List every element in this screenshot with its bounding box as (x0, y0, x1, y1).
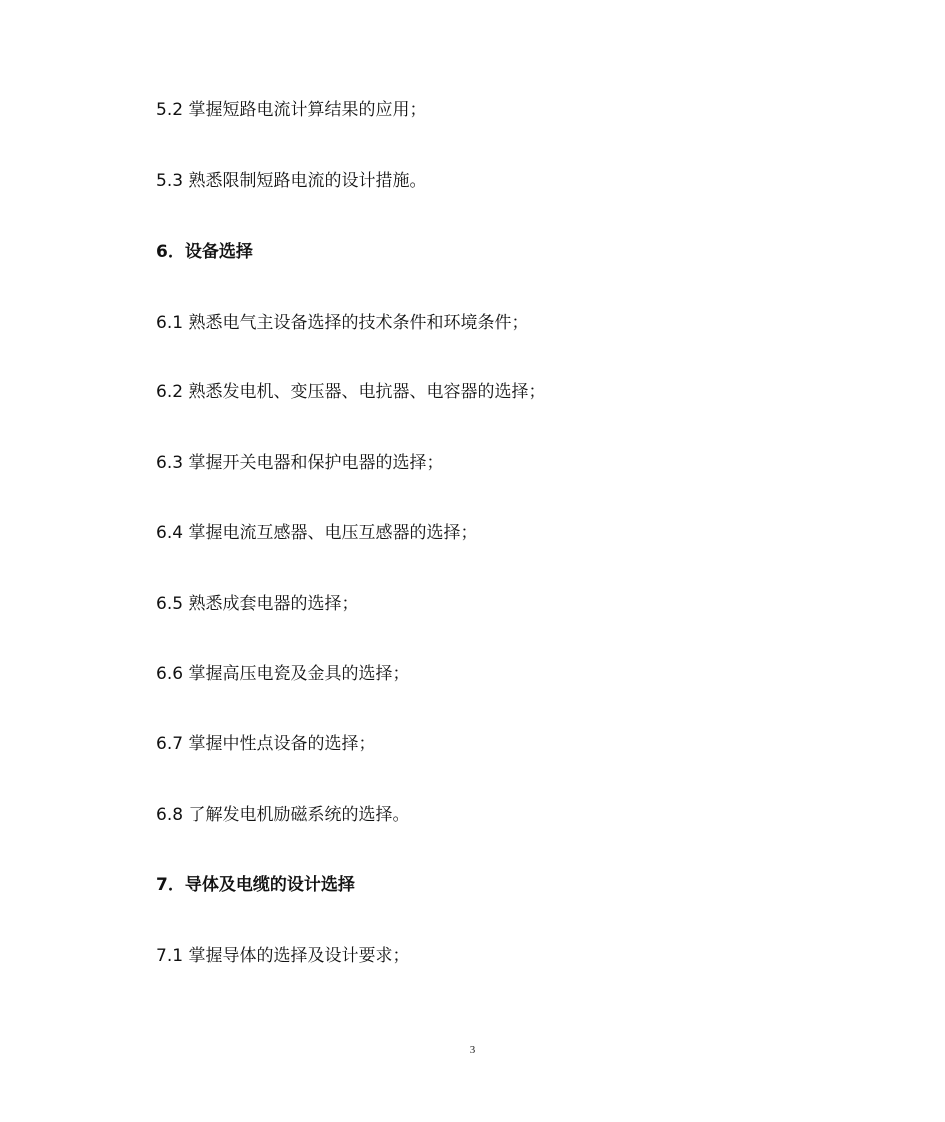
item-6-3: 6.3 掌握开关电器和保护电器的选择； (156, 453, 444, 473)
item-5-2: 5.2 掌握短路电流计算结果的应用； (156, 100, 427, 120)
section-heading-7: 7．导体及电缆的设计选择 (156, 875, 355, 895)
item-5-3: 5.3 熟悉限制短路电流的设计措施。 (156, 171, 427, 191)
section-heading-6: 6．设备选择 (156, 242, 253, 262)
item-6-6: 6.6 掌握高压电瓷及金具的选择； (156, 664, 410, 684)
item-6-8: 6.8 了解发电机励磁系统的选择。 (156, 805, 410, 825)
item-6-1: 6.1 熟悉电气主设备选择的技术条件和环境条件； (156, 313, 529, 333)
item-6-2: 6.2 熟悉发电机、变压器、电抗器、电容器的选择； (156, 382, 546, 402)
page-number: 3 (469, 1044, 476, 1056)
item-7-1: 7.1 掌握导体的选择及设计要求； (156, 946, 410, 966)
item-6-5: 6.5 熟悉成套电器的选择； (156, 594, 359, 614)
item-6-4: 6.4 掌握电流互感器、电压互感器的选择； (156, 523, 478, 543)
item-6-7: 6.7 掌握中性点设备的选择； (156, 734, 376, 754)
